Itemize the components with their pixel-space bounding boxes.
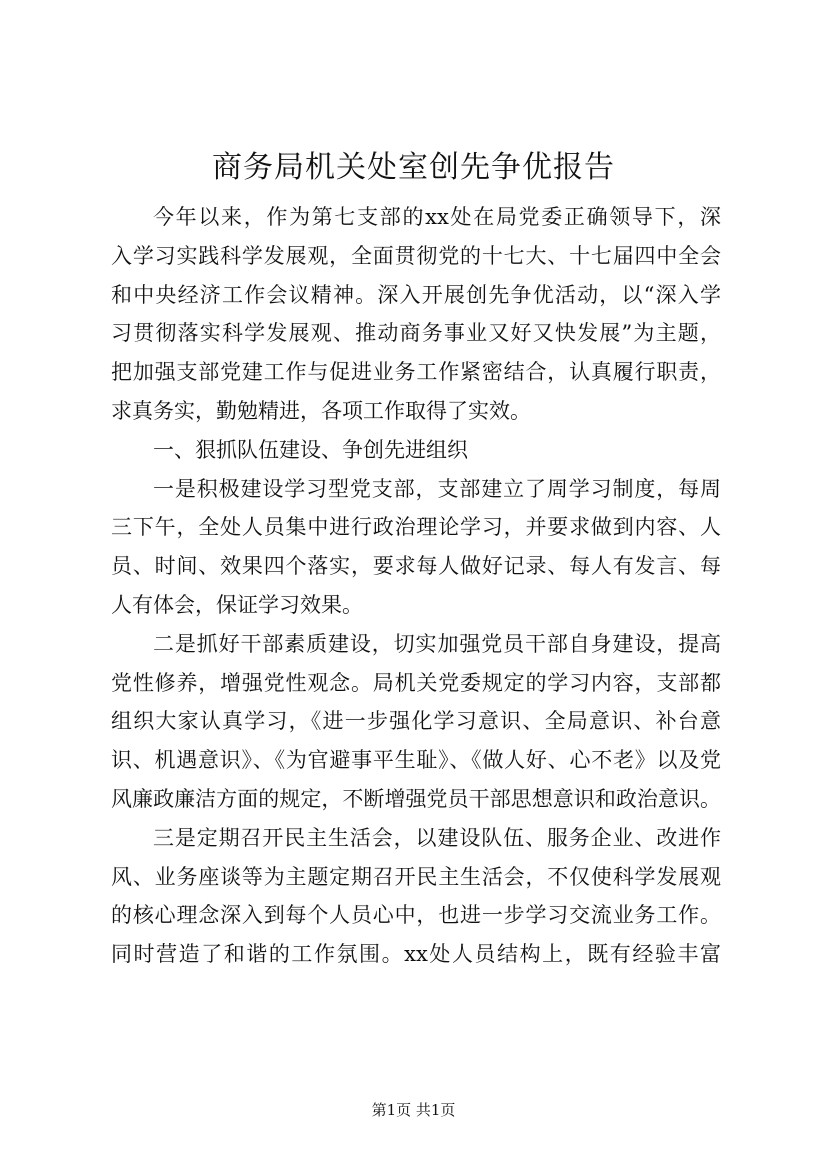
- document-body: [111, 198, 721, 974]
- paragraph-line: 三是定期召开民主生活会，以建设队伍、服务企业、改进作: [153, 825, 721, 850]
- section-heading: 一、狠抓队伍建设、争创先进组织: [153, 437, 468, 462]
- paragraph-line: 风廉政廉洁方面的规定，不断增强党员干部思想意识和政治意识。: [111, 786, 721, 811]
- paragraph-line: 党性修养，增强党性观念。局机关党委规定的学习内容，支部都: [111, 670, 721, 695]
- paragraph-line: 和中央经济工作会议精神。深入开展创先争优活动，以“深入学: [111, 282, 721, 307]
- paragraph-line: 一是积极建设学习型党支部，支部建立了周学习制度，每周: [153, 476, 721, 501]
- paragraph-line: 二是抓好干部素质建设，切实加强党员干部自身建设，提高: [153, 631, 721, 656]
- paragraph-line: 的核心理念深入到每个人员心中，也进一步学习交流业务工作。: [111, 903, 721, 928]
- paragraph-line: 人有体会，保证学习效果。: [111, 592, 363, 617]
- page-footer: 第1页 共1页: [371, 1101, 456, 1119]
- document-title: 商务局机关处室创先争优报告: [212, 150, 615, 185]
- paragraph-line: 员、时间、效果四个落实，要求每人做好记录、每人有发言、每: [111, 554, 721, 579]
- paragraph-line: 识、机遇意识》、《为官避事平生耻》、《做人好、心不老》以及党: [111, 748, 721, 773]
- paragraph-line: 把加强支部党建工作与促进业务工作紧密结合，认真履行职责，: [111, 360, 721, 385]
- paragraph-line: 组织大家认真学习，《进一步强化学习意识、全局意识、补台意: [111, 709, 721, 734]
- paragraph-line: 入学习实践科学发展观，全面贯彻党的十七大、十七届四中全会: [111, 243, 721, 268]
- paragraph-line: 三下午，全处人员集中进行政治理论学习，并要求做到内容、人: [111, 515, 721, 540]
- paragraph-line: 今年以来，作为第七支部的xx处在局党委正确领导下，深: [153, 205, 721, 229]
- paragraph-line: 风、业务座谈等为主题定期召开民主生活会，不仅使科学发展观: [111, 864, 721, 889]
- paragraph-line: 求真务实，勤勉精进，各项工作取得了实效。: [111, 398, 531, 423]
- paragraph-line: 同时营造了和谐的工作氛围。xx处人员结构上，既有经验丰富: [111, 942, 721, 967]
- paragraph-line: 习贯彻落实科学发展观、推动商务事业又好又快发展”为主题，: [111, 321, 721, 346]
